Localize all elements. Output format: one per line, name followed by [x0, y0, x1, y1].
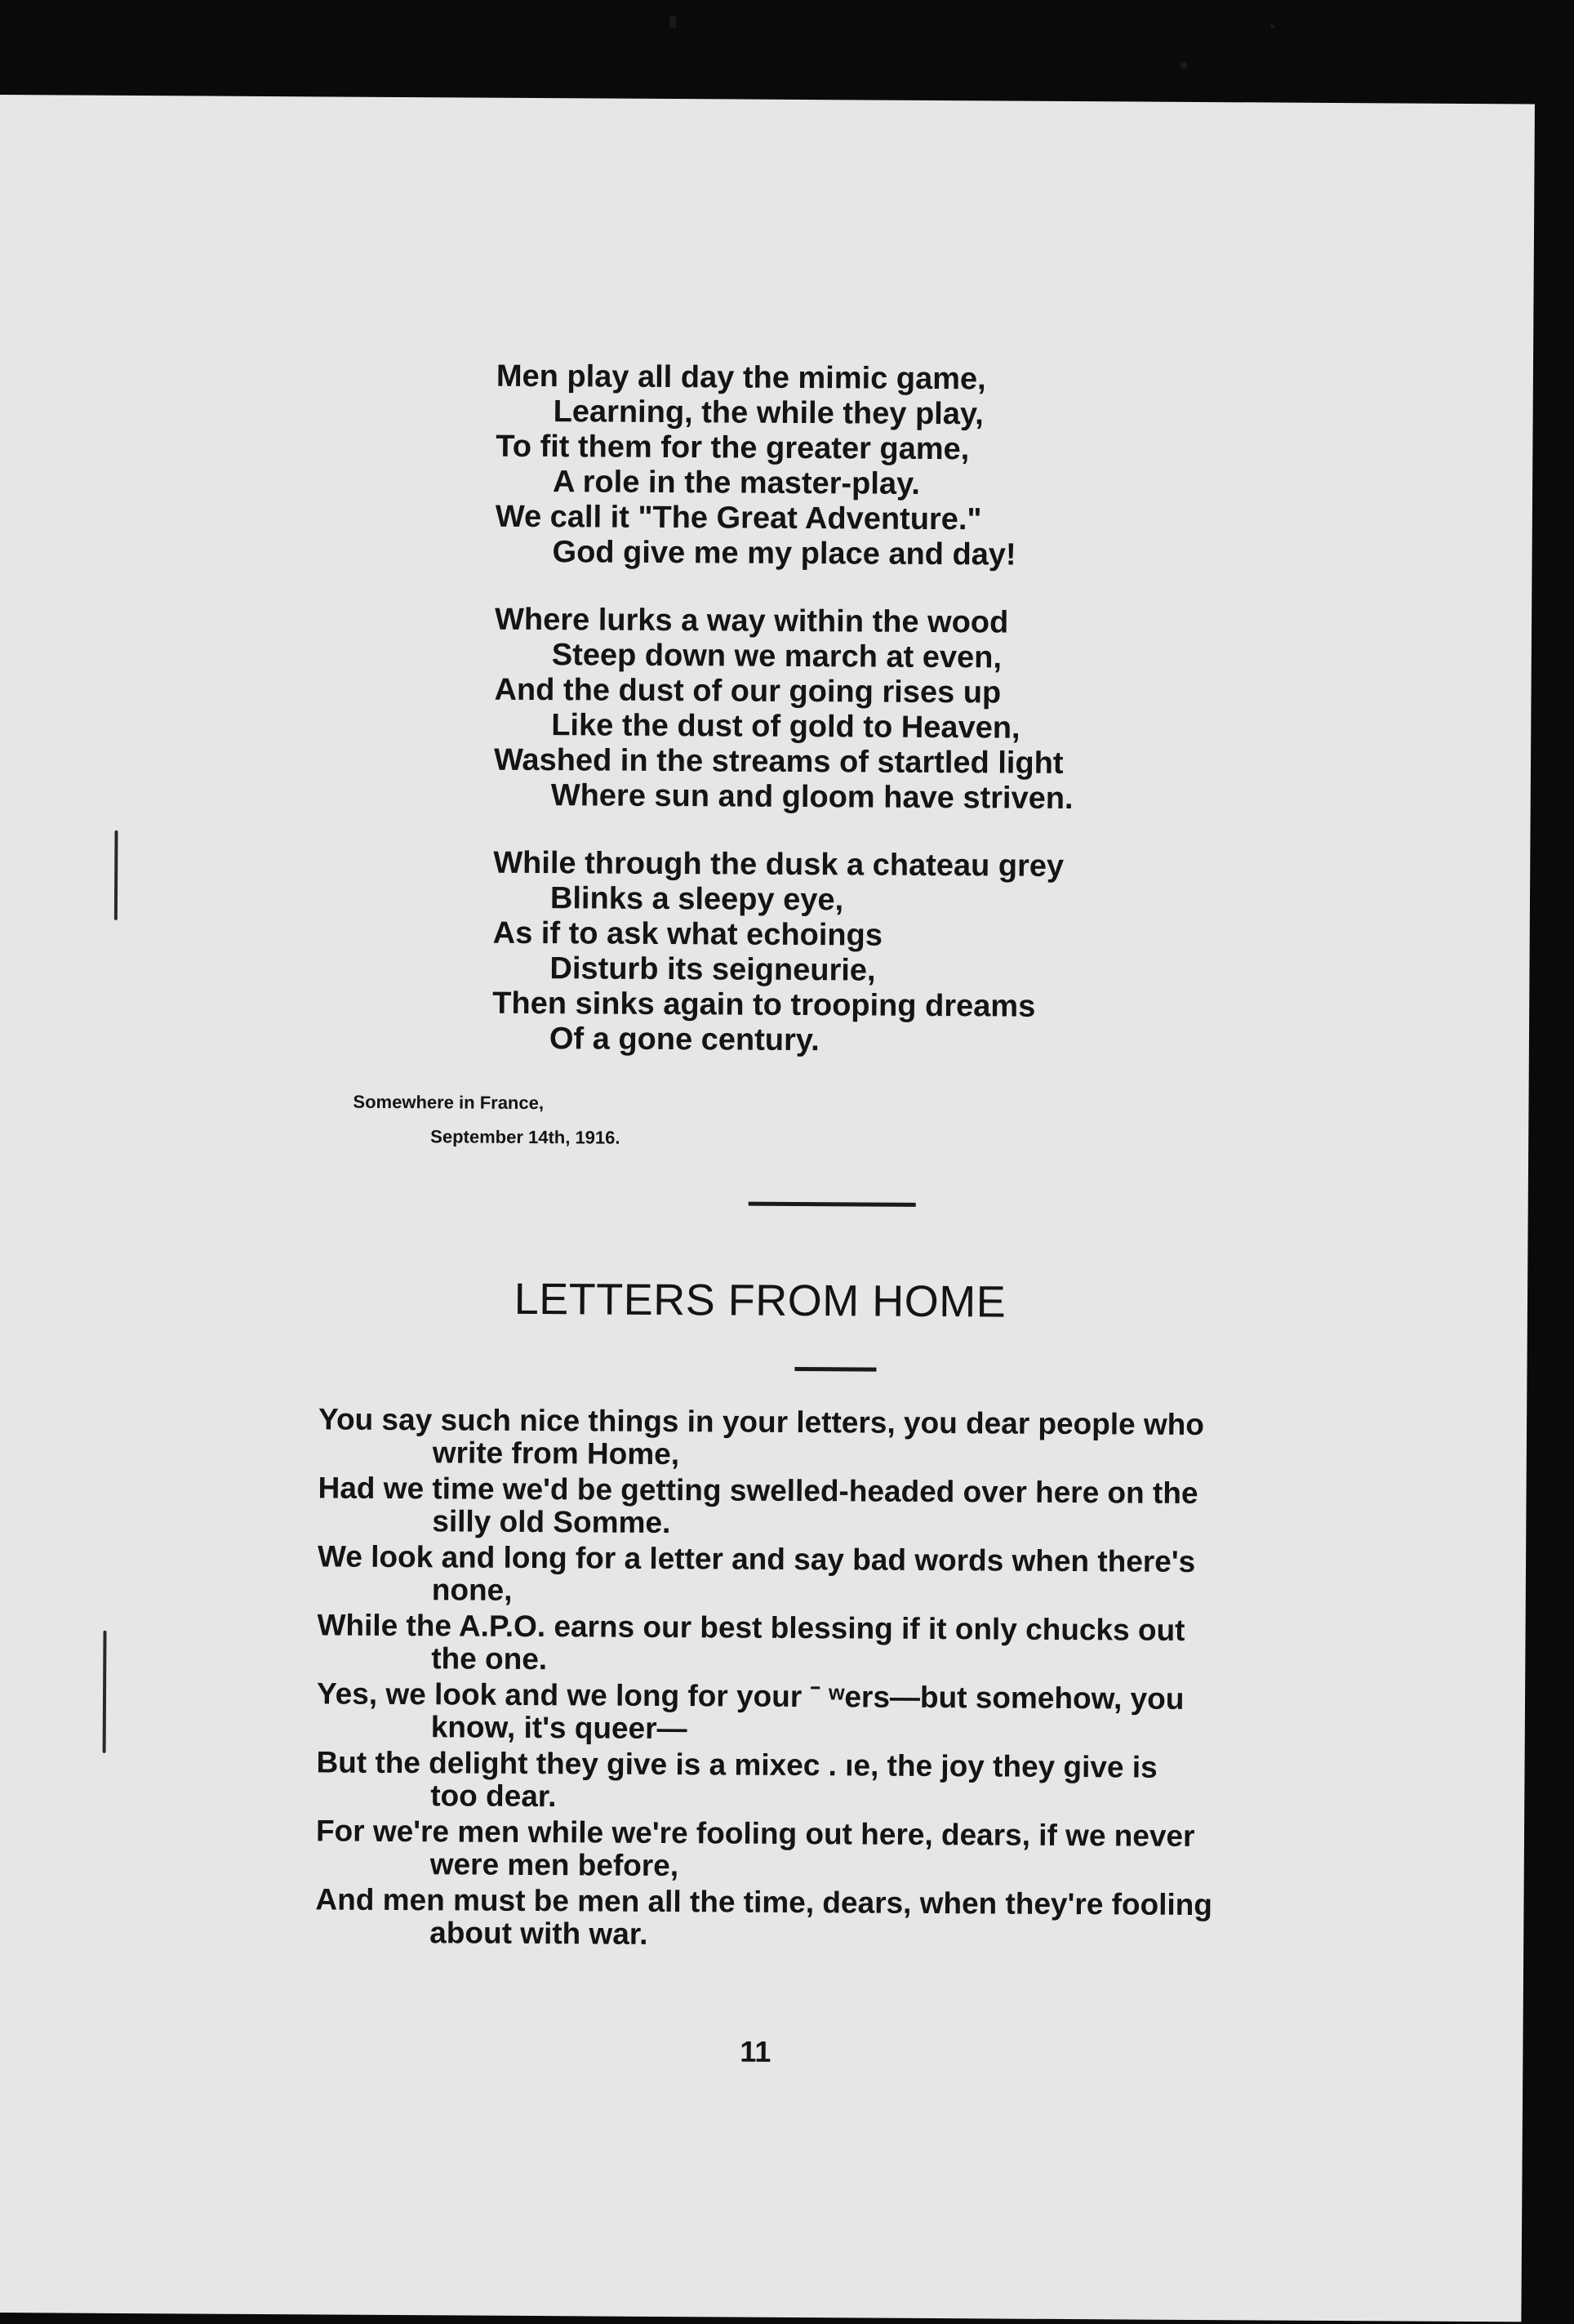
poem-line: God give me my place and day!: [552, 535, 1016, 572]
verse: [318, 1403, 1347, 1475]
stanza-3: [492, 846, 1229, 1061]
verse: [318, 1540, 1346, 1612]
poem-line: Where sun and gloom have striven.: [550, 778, 1074, 817]
signoff: [353, 1085, 620, 1155]
poem-line: A role in the master-play.: [552, 465, 921, 501]
scan-margin-mark: [114, 830, 118, 920]
verse-line: Had we time we'd be getting swelled-headed over here on the: [318, 1471, 1198, 1510]
poem-line: Like the dust of gold to Heaven,: [551, 708, 1020, 746]
poem-line: Learning, the while they play,: [553, 394, 984, 432]
poem: [492, 359, 1231, 1093]
verse-line: We look and long for a letter and say bad words when there's: [317, 1539, 1196, 1578]
document-page: [0, 95, 1535, 2322]
verse: [315, 1883, 1344, 1955]
poem-line: Of a gone century.: [549, 1022, 820, 1058]
verse-line: While the A.P.O. earns our best blessing if it only chucks out: [317, 1608, 1185, 1647]
verse-line: Yes, we look and we long for your ˉ ʷers—but somehow, you: [316, 1676, 1185, 1716]
verse-continuation: none,: [431, 1573, 513, 1607]
poem-line: Men play all day the mimic game,: [496, 358, 986, 397]
page-number: 11: [740, 2034, 771, 2068]
poem-line: Then sinks again to trooping dreams: [492, 986, 1036, 1024]
verse-continuation: too dear.: [430, 1779, 557, 1814]
scan-margin-mark: [103, 1631, 107, 1753]
verse-line: And men must be men all the time, dears, when they're fooling: [315, 1882, 1213, 1922]
verse-continuation: silly old Somme.: [432, 1504, 671, 1540]
verse: [316, 1814, 1345, 1886]
verse: [317, 1609, 1345, 1681]
poem-line: Blinks a sleepy eye,: [549, 881, 844, 918]
verse: [317, 1677, 1345, 1749]
verse-line: For we're men while we're fooling out here, dears, if we never: [315, 1814, 1195, 1853]
verse-line: You say such nice things in your letters, you dear people who: [318, 1402, 1205, 1442]
poem-line: Disturb its seigneurie,: [549, 951, 876, 988]
poem-line: As if to ask what echoings: [492, 915, 883, 953]
verse-continuation: write from Home,: [432, 1436, 680, 1471]
poem-line: Steep down we march at even,: [551, 638, 1003, 675]
scan-speck: [1180, 62, 1187, 69]
scan-speck: [1270, 24, 1274, 29]
stanza-1: [495, 359, 1231, 574]
section-title: LETTERS FROM HOME: [514, 1274, 1007, 1327]
letters-poem: [315, 1403, 1347, 1958]
scan-speck: [669, 16, 676, 28]
stanza-2: [494, 603, 1230, 817]
poem-line: Where lurks a way within the wood: [494, 602, 1009, 640]
verse-continuation: know, it's queer—: [430, 1710, 687, 1746]
signoff-place: Somewhere in France,: [353, 1091, 545, 1114]
poem-line: We call it "The Great Adventure.": [495, 499, 982, 537]
section-divider: [749, 1202, 916, 1207]
title-underline: [794, 1367, 876, 1372]
poem-line: Washed in the streams of startled light: [493, 742, 1064, 781]
verse-continuation: about with war.: [429, 1916, 648, 1951]
poem-line: While through the dusk a chateau grey: [493, 845, 1065, 884]
verse-continuation: the one.: [431, 1641, 548, 1676]
verse-line: But the delight they give is a mixec . ıe, the joy they give is: [316, 1745, 1158, 1784]
signoff-date: September 14th, 1916.: [430, 1126, 620, 1148]
poem-line: And the dust of our going rises up: [494, 672, 1002, 710]
poem-line: To fit them for the greater game,: [496, 429, 970, 467]
verse: [316, 1746, 1345, 1818]
verse-continuation: were men before,: [429, 1847, 679, 1883]
verse: [318, 1471, 1346, 1543]
